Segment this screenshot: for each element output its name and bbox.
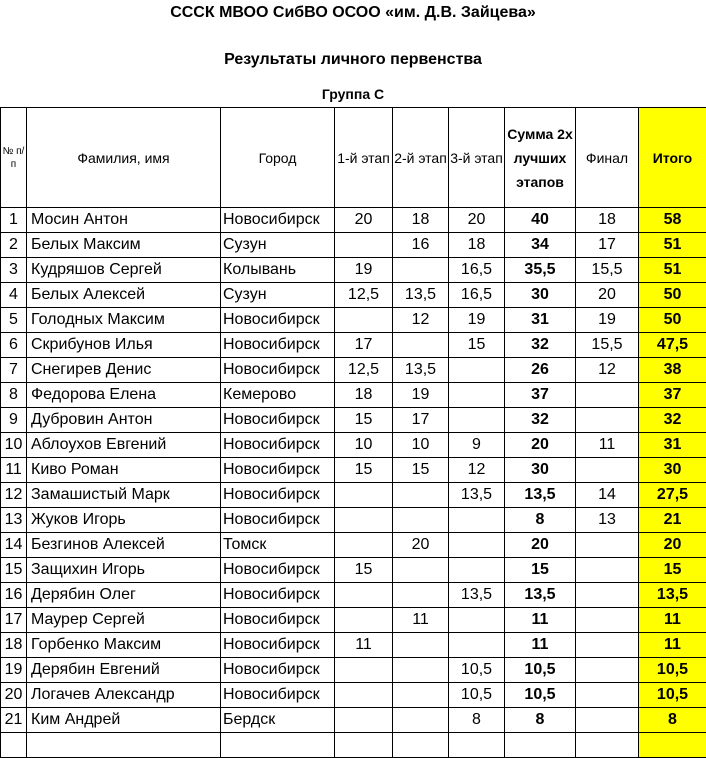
cell-stage-3: 10,5 bbox=[449, 658, 505, 683]
cell-total: 11 bbox=[639, 633, 706, 658]
cell-name: Дубровин Антон bbox=[27, 408, 221, 433]
cell-name: Маурер Сергей bbox=[27, 608, 221, 633]
cell-final bbox=[576, 708, 639, 733]
cell-city: Новосибирск bbox=[221, 408, 335, 433]
cell-stage-3 bbox=[449, 633, 505, 658]
table-row bbox=[1, 558, 706, 583]
cell-name: Безгинов Алексей bbox=[27, 533, 221, 558]
cell-final bbox=[576, 458, 639, 483]
table-row bbox=[1, 533, 706, 558]
cell-number: 10 bbox=[1, 433, 27, 458]
cell-stage-2 bbox=[393, 708, 449, 733]
cell-number: 2 bbox=[1, 233, 27, 258]
cell-name: Дерябин Олег bbox=[27, 583, 221, 608]
cell-city: Кемерово bbox=[221, 383, 335, 408]
cell-number: 3 bbox=[1, 258, 27, 283]
cell-sum: 13,5 bbox=[505, 583, 576, 608]
cell-city: Новосибирск bbox=[221, 558, 335, 583]
cell-total: 50 bbox=[639, 283, 706, 308]
cell-sum: 40 bbox=[505, 208, 576, 233]
cell-name: Горбенко Максим bbox=[27, 633, 221, 658]
cell-stage-1 bbox=[335, 233, 393, 258]
cell-stage-1: 12,5 bbox=[335, 283, 393, 308]
cell-stage-3 bbox=[449, 408, 505, 433]
cell-name: Кудряшов Сергей bbox=[27, 258, 221, 283]
cell-city: Новосибирск bbox=[221, 683, 335, 708]
cell-final bbox=[576, 683, 639, 708]
cell-stage-3: 13,5 bbox=[449, 583, 505, 608]
cell-city: Новосибирск bbox=[221, 633, 335, 658]
cell-stage-1 bbox=[335, 658, 393, 683]
cell-stage-3: 16,5 bbox=[449, 258, 505, 283]
header-final: Финал bbox=[576, 108, 639, 208]
organization-title: СССК МВОО СибВО ОСОО «им. Д.В. Зайцева» bbox=[0, 4, 706, 22]
cell-final: 18 bbox=[576, 208, 639, 233]
cell-number: 13 bbox=[1, 508, 27, 533]
cell-sum: 13,5 bbox=[505, 483, 576, 508]
cell-stage-1: 15 bbox=[335, 458, 393, 483]
cell-stage-2: 13,5 bbox=[393, 358, 449, 383]
cell-stage-2: 20 bbox=[393, 533, 449, 558]
header-stage-3: 3-й этап bbox=[449, 108, 505, 208]
cell-stage-2: 16 bbox=[393, 233, 449, 258]
cell-name: Федорова Елена bbox=[27, 383, 221, 408]
cell-sum: 20 bbox=[505, 533, 576, 558]
cell-number: 15 bbox=[1, 558, 27, 583]
cell-stage-1 bbox=[335, 683, 393, 708]
cell-stage-3: 9 bbox=[449, 433, 505, 458]
group-title: Группа С bbox=[0, 86, 706, 102]
cell-stage-3 bbox=[449, 608, 505, 633]
cell-name: Голодных Максим bbox=[27, 308, 221, 333]
table-row bbox=[1, 433, 706, 458]
cell-sum: 15 bbox=[505, 558, 576, 583]
cell-stage-3: 13,5 bbox=[449, 483, 505, 508]
table-row bbox=[1, 708, 706, 733]
cell-final: 14 bbox=[576, 483, 639, 508]
cell-stage-2: 19 bbox=[393, 383, 449, 408]
cell-stage-2 bbox=[393, 333, 449, 358]
cell-number: 6 bbox=[1, 333, 27, 358]
cell-name: Жуков Игорь bbox=[27, 508, 221, 533]
cell-stage-3: 20 bbox=[449, 208, 505, 233]
cell-total: 47,5 bbox=[639, 333, 706, 358]
cell-city: Новосибирск bbox=[221, 483, 335, 508]
cell-stage-3: 12 bbox=[449, 458, 505, 483]
cell-total: 27,5 bbox=[639, 483, 706, 508]
cell-sum: 26 bbox=[505, 358, 576, 383]
cell-sum: 30 bbox=[505, 458, 576, 483]
cell-stage-2 bbox=[393, 258, 449, 283]
cell-city: Новосибирск bbox=[221, 658, 335, 683]
cell-sum: 30 bbox=[505, 283, 576, 308]
cell-city: Сузун bbox=[221, 233, 335, 258]
cell-final: 20 bbox=[576, 283, 639, 308]
cell-stage-3 bbox=[449, 358, 505, 383]
table-row bbox=[1, 258, 706, 283]
table-row bbox=[1, 458, 706, 483]
cell-final: 11 bbox=[576, 433, 639, 458]
cell-number: 16 bbox=[1, 583, 27, 608]
cell-stage-3: 19 bbox=[449, 308, 505, 333]
cell-name: Снегирев Денис bbox=[27, 358, 221, 383]
cell-final: 15,5 bbox=[576, 258, 639, 283]
table-row bbox=[1, 658, 706, 683]
cell-stage-1: 19 bbox=[335, 258, 393, 283]
cell-sum bbox=[505, 733, 576, 758]
cell-sum: 11 bbox=[505, 633, 576, 658]
cell-stage-2 bbox=[393, 633, 449, 658]
cell-city: Новосибирск bbox=[221, 508, 335, 533]
cell-stage-2 bbox=[393, 658, 449, 683]
cell-total: 32 bbox=[639, 408, 706, 433]
table-row bbox=[1, 408, 706, 433]
cell-stage-2: 17 bbox=[393, 408, 449, 433]
cell-number: 11 bbox=[1, 458, 27, 483]
cell-number: 21 bbox=[1, 708, 27, 733]
cell-name: Белых Максим bbox=[27, 233, 221, 258]
cell-sum: 34 bbox=[505, 233, 576, 258]
cell-total: 30 bbox=[639, 458, 706, 483]
cell-final bbox=[576, 558, 639, 583]
cell-name: Замашистый Марк bbox=[27, 483, 221, 508]
cell-number: 20 bbox=[1, 683, 27, 708]
cell-total: 10,5 bbox=[639, 658, 706, 683]
page-title: Результаты личного первенства bbox=[0, 51, 706, 69]
cell-stage-1: 12,5 bbox=[335, 358, 393, 383]
cell-number: 17 bbox=[1, 608, 27, 633]
table-row bbox=[1, 358, 706, 383]
cell-total: 20 bbox=[639, 533, 706, 558]
cell-stage-1 bbox=[335, 708, 393, 733]
cell-final: 15,5 bbox=[576, 333, 639, 358]
cell-final: 12 bbox=[576, 358, 639, 383]
cell-stage-2: 13,5 bbox=[393, 283, 449, 308]
cell-city bbox=[221, 733, 335, 758]
results-table bbox=[0, 107, 706, 758]
table-row bbox=[1, 283, 706, 308]
cell-stage-2: 18 bbox=[393, 208, 449, 233]
cell-total: 21 bbox=[639, 508, 706, 533]
cell-final: 13 bbox=[576, 508, 639, 533]
cell-city: Колывань bbox=[221, 258, 335, 283]
cell-final bbox=[576, 733, 639, 758]
cell-name: Белых Алексей bbox=[27, 283, 221, 308]
cell-stage-2 bbox=[393, 583, 449, 608]
cell-final bbox=[576, 383, 639, 408]
cell-number: 1 bbox=[1, 208, 27, 233]
cell-stage-3: 8 bbox=[449, 708, 505, 733]
cell-total: 51 bbox=[639, 233, 706, 258]
header-row bbox=[1, 108, 706, 208]
cell-total: 10,5 bbox=[639, 683, 706, 708]
cell-stage-2 bbox=[393, 733, 449, 758]
cell-stage-2 bbox=[393, 558, 449, 583]
cell-stage-1 bbox=[335, 308, 393, 333]
cell-total: 15 bbox=[639, 558, 706, 583]
cell-city: Новосибирск bbox=[221, 458, 335, 483]
cell-stage-3 bbox=[449, 558, 505, 583]
cell-sum: 11 bbox=[505, 608, 576, 633]
cell-sum: 20 bbox=[505, 433, 576, 458]
cell-name: Логачев Александр bbox=[27, 683, 221, 708]
cell-stage-1 bbox=[335, 483, 393, 508]
cell-stage-1 bbox=[335, 508, 393, 533]
cell-total: 8 bbox=[639, 708, 706, 733]
cell-final bbox=[576, 408, 639, 433]
cell-stage-1: 15 bbox=[335, 558, 393, 583]
cell-name: Ким Андрей bbox=[27, 708, 221, 733]
cell-total: 51 bbox=[639, 258, 706, 283]
cell-stage-3: 16,5 bbox=[449, 283, 505, 308]
cell-number bbox=[1, 733, 27, 758]
cell-total: 11 bbox=[639, 608, 706, 633]
header-number: № п/п bbox=[1, 108, 27, 208]
cell-stage-2: 12 bbox=[393, 308, 449, 333]
cell-stage-3 bbox=[449, 508, 505, 533]
cell-name bbox=[27, 733, 221, 758]
cell-sum: 31 bbox=[505, 308, 576, 333]
cell-stage-3 bbox=[449, 383, 505, 408]
cell-final bbox=[576, 633, 639, 658]
cell-total: 58 bbox=[639, 208, 706, 233]
cell-final bbox=[576, 533, 639, 558]
cell-city: Новосибирск bbox=[221, 358, 335, 383]
table-row bbox=[1, 508, 706, 533]
table-row bbox=[1, 383, 706, 408]
cell-city: Новосибирск bbox=[221, 608, 335, 633]
cell-stage-1: 18 bbox=[335, 383, 393, 408]
table-row bbox=[1, 683, 706, 708]
cell-stage-1: 15 bbox=[335, 408, 393, 433]
cell-stage-1: 17 bbox=[335, 333, 393, 358]
cell-total: 38 bbox=[639, 358, 706, 383]
cell-stage-1: 11 bbox=[335, 633, 393, 658]
cell-total: 31 bbox=[639, 433, 706, 458]
cell-sum: 10,5 bbox=[505, 658, 576, 683]
header-city: Город bbox=[221, 108, 335, 208]
header-stage-2: 2-й этап bbox=[393, 108, 449, 208]
cell-stage-2 bbox=[393, 483, 449, 508]
cell-number: 12 bbox=[1, 483, 27, 508]
cell-name: Защихин Игорь bbox=[27, 558, 221, 583]
cell-final bbox=[576, 658, 639, 683]
cell-number: 5 bbox=[1, 308, 27, 333]
cell-final bbox=[576, 608, 639, 633]
cell-name: Дерябин Евгений bbox=[27, 658, 221, 683]
table-row bbox=[1, 308, 706, 333]
cell-sum: 37 bbox=[505, 383, 576, 408]
cell-stage-1 bbox=[335, 608, 393, 633]
cell-number: 9 bbox=[1, 408, 27, 433]
cell-total: 37 bbox=[639, 383, 706, 408]
cell-number: 18 bbox=[1, 633, 27, 658]
cell-stage-3 bbox=[449, 733, 505, 758]
cell-final bbox=[576, 583, 639, 608]
cell-number: 4 bbox=[1, 283, 27, 308]
cell-sum: 8 bbox=[505, 708, 576, 733]
cell-sum: 35,5 bbox=[505, 258, 576, 283]
cell-city: Томск bbox=[221, 533, 335, 558]
table-row bbox=[1, 483, 706, 508]
cell-stage-2: 10 bbox=[393, 433, 449, 458]
cell-name: Скрибунов Илья bbox=[27, 333, 221, 358]
table-row bbox=[1, 208, 706, 233]
table-row bbox=[1, 608, 706, 633]
table-row bbox=[1, 633, 706, 658]
cell-total bbox=[639, 733, 706, 758]
cell-number: 19 bbox=[1, 658, 27, 683]
cell-total: 13,5 bbox=[639, 583, 706, 608]
cell-stage-1: 10 bbox=[335, 433, 393, 458]
cell-stage-1: 20 bbox=[335, 208, 393, 233]
header-name: Фамилия, имя bbox=[27, 108, 221, 208]
empty-row bbox=[1, 733, 706, 758]
cell-city: Новосибирск bbox=[221, 433, 335, 458]
cell-stage-3: 18 bbox=[449, 233, 505, 258]
cell-stage-3: 10,5 bbox=[449, 683, 505, 708]
cell-number: 8 bbox=[1, 383, 27, 408]
cell-total: 50 bbox=[639, 308, 706, 333]
table-row bbox=[1, 333, 706, 358]
cell-stage-3 bbox=[449, 533, 505, 558]
cell-sum: 10,5 bbox=[505, 683, 576, 708]
header-sum: Сумма 2х лучших этапов bbox=[505, 108, 576, 208]
cell-stage-1 bbox=[335, 733, 393, 758]
cell-city: Новосибирск bbox=[221, 208, 335, 233]
cell-stage-2 bbox=[393, 683, 449, 708]
cell-sum: 32 bbox=[505, 408, 576, 433]
cell-name: Мосин Антон bbox=[27, 208, 221, 233]
cell-name: Аблоухов Евгений bbox=[27, 433, 221, 458]
header-stage-1: 1-й этап bbox=[335, 108, 393, 208]
cell-number: 7 bbox=[1, 358, 27, 383]
cell-number: 14 bbox=[1, 533, 27, 558]
cell-city: Новосибирск bbox=[221, 333, 335, 358]
header-total: Итого bbox=[639, 108, 706, 208]
cell-sum: 8 bbox=[505, 508, 576, 533]
cell-stage-3: 15 bbox=[449, 333, 505, 358]
cell-city: Новосибирск bbox=[221, 308, 335, 333]
cell-city: Бердск bbox=[221, 708, 335, 733]
cell-city: Новосибирск bbox=[221, 583, 335, 608]
cell-final: 19 bbox=[576, 308, 639, 333]
cell-final: 17 bbox=[576, 233, 639, 258]
cell-stage-1 bbox=[335, 533, 393, 558]
table-row bbox=[1, 583, 706, 608]
cell-name: Киво Роман bbox=[27, 458, 221, 483]
table-row bbox=[1, 233, 706, 258]
cell-stage-2 bbox=[393, 508, 449, 533]
cell-sum: 32 bbox=[505, 333, 576, 358]
cell-stage-2: 15 bbox=[393, 458, 449, 483]
cell-stage-1 bbox=[335, 583, 393, 608]
cell-stage-2: 11 bbox=[393, 608, 449, 633]
cell-city: Сузун bbox=[221, 283, 335, 308]
